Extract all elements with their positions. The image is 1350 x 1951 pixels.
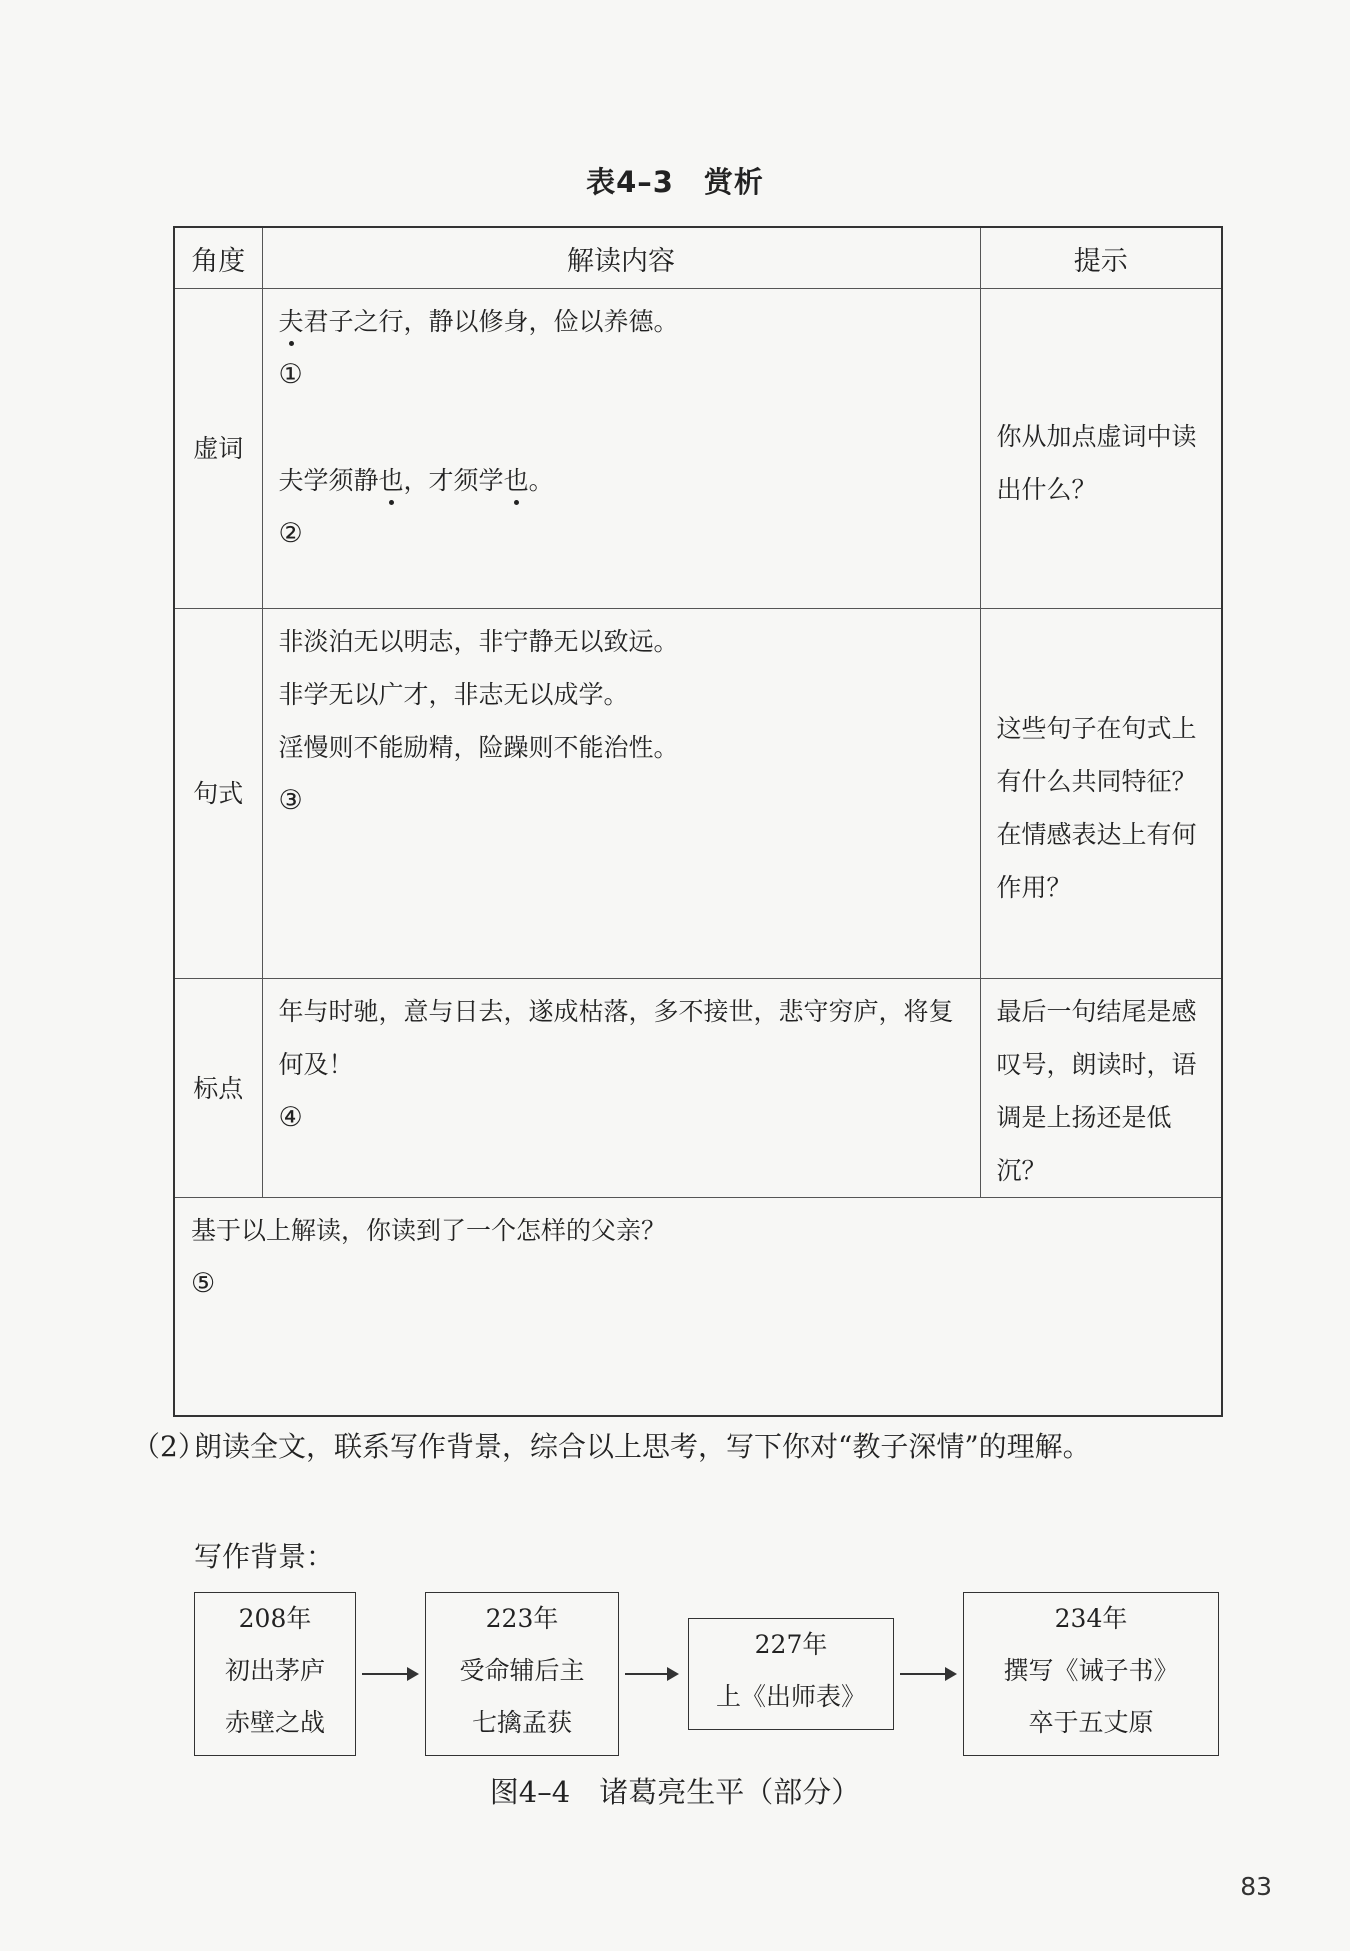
- summary-question: 基于以上解读，你读到了一个怎样的父亲？: [191, 1216, 667, 1245]
- content-line: 年与时驰，意与日去，遂成枯落，多不接世，悲守穷庐，将复何及！: [278, 997, 954, 1079]
- timeline-box: [688, 1618, 894, 1730]
- blank-space: [279, 401, 966, 454]
- timeline-year: 234年: [1054, 1604, 1128, 1633]
- question-number: （2）: [132, 1430, 206, 1463]
- line-text: 学须静: [303, 466, 379, 495]
- table-title: 赏析: [703, 165, 764, 199]
- timeline-event: 七擒孟获: [471, 1708, 572, 1737]
- timeline-event: 撰写《诫子书》: [1003, 1656, 1179, 1685]
- timeline-event: 赤壁之战: [224, 1708, 325, 1737]
- dotted-char: 夫: [279, 295, 304, 348]
- figure-caption: 图4–4 诸葛亮生平（部分）: [489, 1775, 861, 1809]
- row-content: [262, 979, 980, 1198]
- timeline-year: 208年: [238, 1604, 312, 1633]
- answer-mark: ①: [278, 359, 303, 390]
- dotted-char: 也: [379, 454, 404, 507]
- content-line: [279, 454, 966, 507]
- line-text: 君子之行，静以修身，俭以养德。: [303, 307, 679, 336]
- question-2: [132, 1420, 1227, 1474]
- row-hint: 最后一句结尾是感叹号，朗读时，语调是上扬还是低沉？: [980, 979, 1222, 1198]
- answer-mark: ④: [278, 1102, 303, 1133]
- question-text: 朗读全文，联系写作背景，综合以上思考，写下你对“教子深情”的理解。: [194, 1430, 1091, 1463]
- line-text: ，才须学: [403, 466, 504, 495]
- line-start-char: 夫: [278, 466, 304, 495]
- timeline-box: [963, 1592, 1219, 1756]
- table-header-row: [174, 227, 1222, 289]
- table-number: 表4–3: [586, 165, 674, 199]
- row-angle: 句式: [174, 609, 262, 979]
- arrow-icon: [625, 1673, 677, 1675]
- summary-cell: [174, 1198, 1222, 1416]
- row-content: [262, 289, 980, 609]
- row-angle: 虚词: [174, 289, 262, 609]
- summary-row: [174, 1198, 1222, 1416]
- content-line: 淫慢则不能励精，险躁则不能治性。: [278, 733, 679, 762]
- row-angle: 标点: [174, 979, 262, 1198]
- row-hint: 你从加点虚词中读出什么？: [980, 289, 1222, 609]
- timeline-event: 卒于五丈原: [1028, 1708, 1154, 1737]
- line-text: 。: [528, 466, 554, 495]
- answer-mark: ②: [278, 518, 303, 549]
- content-line: [279, 295, 966, 348]
- analysis-table: [173, 226, 1223, 1417]
- table-row: [174, 609, 1222, 979]
- timeline-year: 223年: [485, 1604, 559, 1633]
- table-row: [174, 289, 1222, 609]
- timeline-box: [194, 1592, 356, 1756]
- table-caption: [0, 160, 1350, 201]
- row-content: [262, 609, 980, 979]
- timeline-event: 上《出师表》: [715, 1682, 866, 1711]
- background-label: 写作背景：: [194, 1540, 335, 1573]
- row-hint: 这些句子在句式上有什么共同特征？在情感表达上有何作用？: [980, 609, 1222, 979]
- table-row: [174, 979, 1222, 1198]
- header-content: 解读内容: [262, 227, 980, 289]
- header-angle: 角度: [174, 227, 262, 289]
- arrow-icon: [900, 1673, 955, 1675]
- timeline-box: [425, 1592, 619, 1756]
- content-line: 非淡泊无以明志，非宁静无以致远。: [278, 627, 679, 656]
- content-line: 非学无以广才，非志无以成学。: [278, 680, 629, 709]
- answer-mark: ⑤: [191, 1268, 216, 1299]
- timeline-event: 初出茅庐: [224, 1656, 325, 1685]
- dotted-char: 也: [504, 454, 529, 507]
- timeline-event: 受命辅后主: [459, 1656, 585, 1685]
- answer-mark: ③: [278, 785, 303, 816]
- page-number: 83: [1240, 1872, 1272, 1901]
- arrow-icon: [362, 1673, 417, 1675]
- timeline-year: 227年: [754, 1630, 828, 1659]
- header-hint: 提示: [980, 227, 1222, 289]
